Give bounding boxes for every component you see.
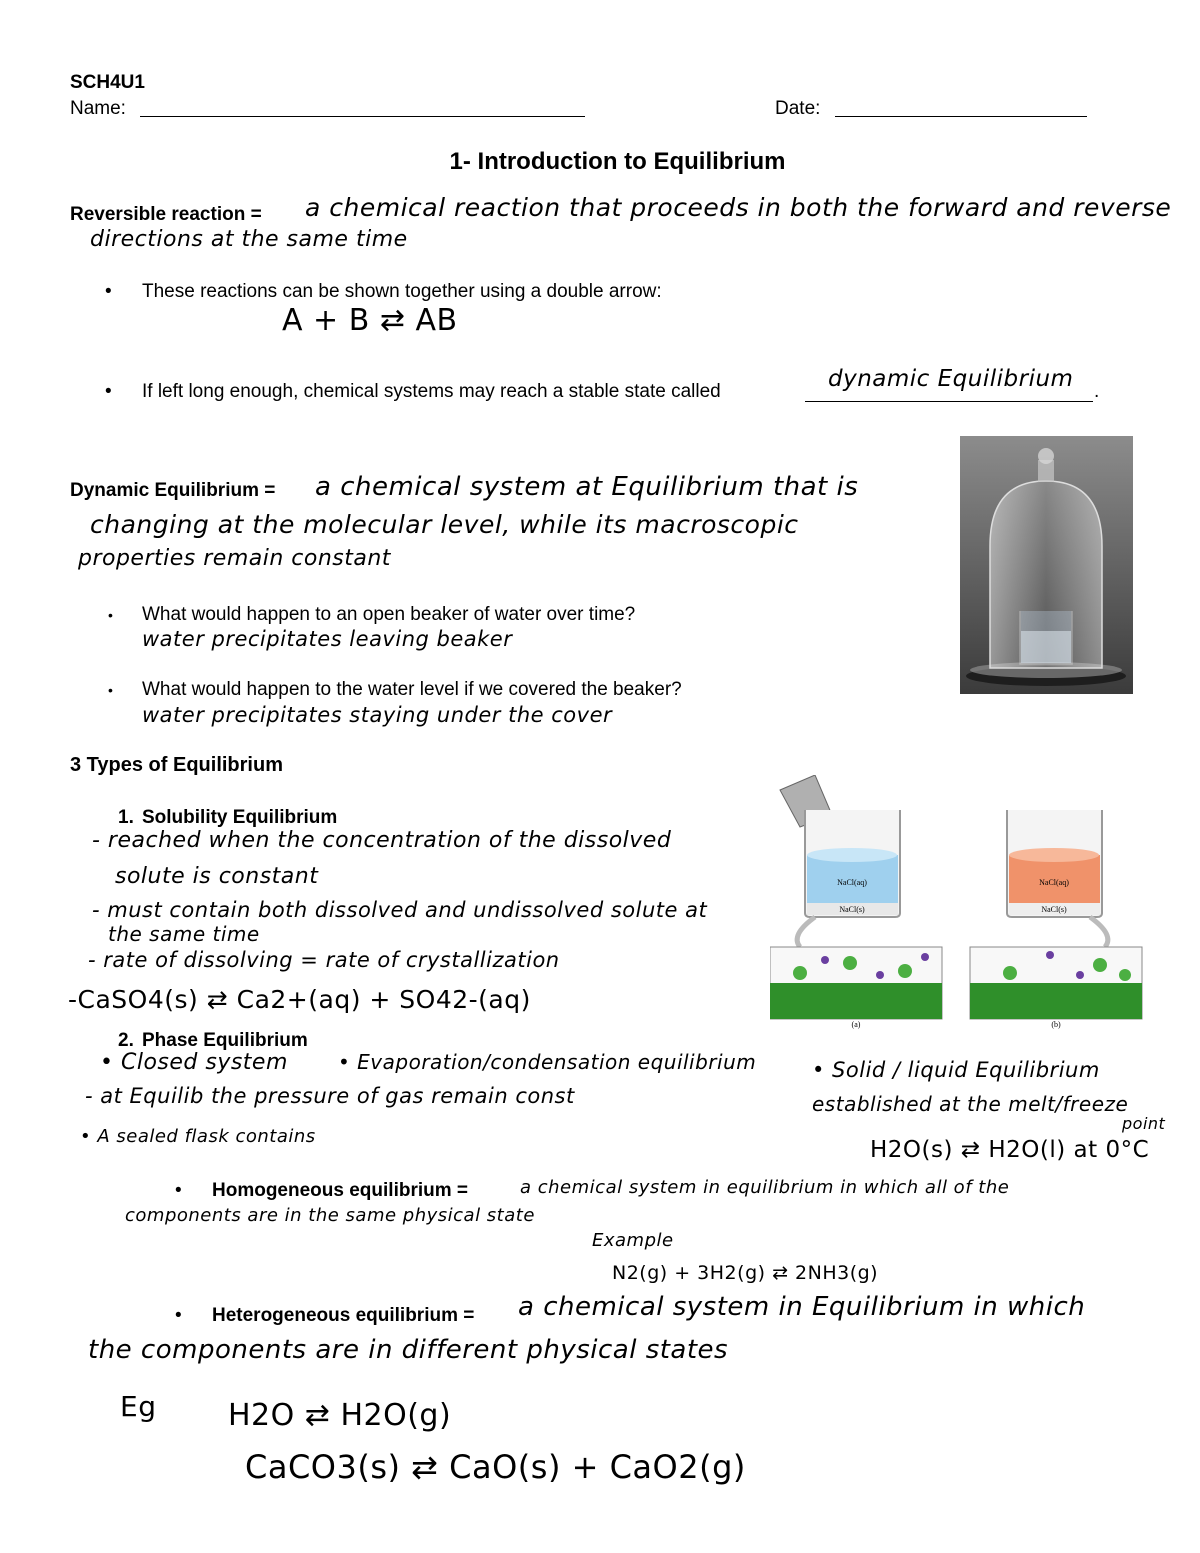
item1-number: 1.: [118, 807, 134, 828]
dynamic-label: Dynamic Equilibrium =: [70, 480, 276, 501]
page-title: 1- Introduction to Equilibrium: [449, 148, 786, 175]
bullet-dot: •: [108, 607, 113, 623]
heterogeneous-answer-line1: a chemical system in Equilibrium in which: [518, 1292, 1086, 1322]
bullet-dot: •: [108, 682, 113, 698]
bullet-dot: •: [105, 281, 112, 302]
dynamic-answer-line1: a chemical system at Equilibrium that is: [315, 472, 859, 502]
phase-heading: Phase Equilibrium: [142, 1030, 308, 1051]
course-code: SCH4U1: [70, 72, 145, 93]
stable-state-text: If left long enough, chemical systems may reach a stable state called: [142, 381, 721, 402]
solubility-figure: [770, 775, 1145, 1030]
solid-liquid-line2: established at the melt/freeze: [812, 1092, 1129, 1116]
heterogeneous-label: Heterogeneous equilibrium =: [212, 1305, 475, 1326]
bullet-dot: •: [105, 381, 112, 402]
stable-state-answer: dynamic Equilibrium: [828, 366, 1074, 392]
eg-label: Eg: [120, 1390, 157, 1423]
solid-liquid-line1: • Solid / liquid Equilibrium: [812, 1058, 1100, 1082]
reversible-answer-line1: a chemical reaction that proceeds in both the forward and reverse: [305, 193, 1172, 222]
beaker-b-solid-label: NaCl(s): [1041, 905, 1067, 914]
phase-line1a: • Closed system: [100, 1050, 288, 1075]
heterogeneous-answer-line2: the components are in different physical states: [88, 1335, 729, 1365]
bell-jar-icon: [960, 436, 1133, 694]
homogeneous-label: Homogeneous equilibrium =: [212, 1180, 468, 1201]
beaker-a-solid-label: NaCl(s): [839, 905, 865, 914]
homogeneous-answer-line1: a chemical system in equilibrium in which all of the: [520, 1177, 1010, 1198]
solubility-heading: Solubility Equilibrium: [142, 807, 338, 828]
open-beaker-question: What would happen to an open beaker of water over time?: [142, 604, 636, 625]
solid-liquid-point: point: [1122, 1114, 1166, 1133]
date-field[interactable]: [835, 116, 1087, 117]
stable-state-blank[interactable]: [805, 401, 1093, 402]
double-arrow-equation: A + B ⇄ AB: [282, 303, 458, 338]
homogeneous-answer-line2: components are in the same physical state: [125, 1205, 535, 1226]
bullet-dot: •: [175, 1305, 182, 1326]
reversible-label: Reversible reaction =: [70, 204, 262, 225]
figure-caption-b: (b): [1051, 1020, 1061, 1029]
bullet-dot: •: [175, 1180, 182, 1201]
name-label: Name:: [70, 98, 126, 119]
solubility-equation: -CaSO4(s) ⇄ Ca2+(aq) + SO42-(aq): [68, 985, 531, 1014]
dynamic-answer-line2: changing at the molecular level, while its macroscopic: [90, 510, 799, 539]
beaker-a-liquid-label: NaCl(aq): [837, 878, 867, 887]
solid-liquid-equation: H2O(s) ⇄ H2O(l) at 0°C: [870, 1137, 1150, 1163]
example-label: Example: [592, 1230, 674, 1251]
homogeneous-example-equation: N2(g) + 3H2(g) ⇄ 2NH3(g): [612, 1262, 879, 1284]
reversible-answer-line2: directions at the same time: [90, 227, 408, 252]
stable-state-period: .: [1094, 381, 1100, 402]
solubility-line1: - reached when the concentration of the dissolved: [92, 828, 672, 853]
covered-beaker-answer: water precipitates staying under the cover: [142, 703, 613, 727]
item2-number: 2.: [118, 1030, 134, 1051]
name-field[interactable]: [140, 116, 585, 117]
open-beaker-answer: water precipitates leaving beaker: [142, 627, 513, 651]
heterogeneous-example-eq2: CaCO3(s) ⇄ CaO(s) + CaO2(g): [245, 1448, 746, 1486]
solubility-line4: the same time: [108, 922, 260, 946]
heterogeneous-example-eq1: H2O ⇄ H2O(g): [228, 1398, 452, 1433]
date-label: Date:: [775, 98, 821, 119]
beaker-b-liquid-label: NaCl(aq): [1039, 878, 1069, 887]
figure-caption-a: (a): [851, 1020, 861, 1029]
dynamic-answer-line3: properties remain constant: [78, 546, 391, 571]
solubility-line2: solute is constant: [115, 864, 319, 889]
phase-line1b: • Evaporation/condensation equilibrium: [338, 1050, 757, 1074]
solubility-line3: - must contain both dissolved and undissolved solute at: [92, 898, 708, 922]
double-arrow-text: These reactions can be shown together using a double arrow:: [142, 281, 662, 302]
bell-jar-image: [960, 436, 1133, 694]
phase-line3: • A sealed flask contains: [80, 1126, 316, 1147]
covered-beaker-question: What would happen to the water level if we covered the beaker?: [142, 679, 682, 700]
types-heading: 3 Types of Equilibrium: [70, 754, 283, 776]
solubility-line5: - rate of dissolving = rate of crystallization: [88, 948, 560, 972]
phase-line2: - at Equilib the pressure of gas remain const: [85, 1084, 575, 1108]
